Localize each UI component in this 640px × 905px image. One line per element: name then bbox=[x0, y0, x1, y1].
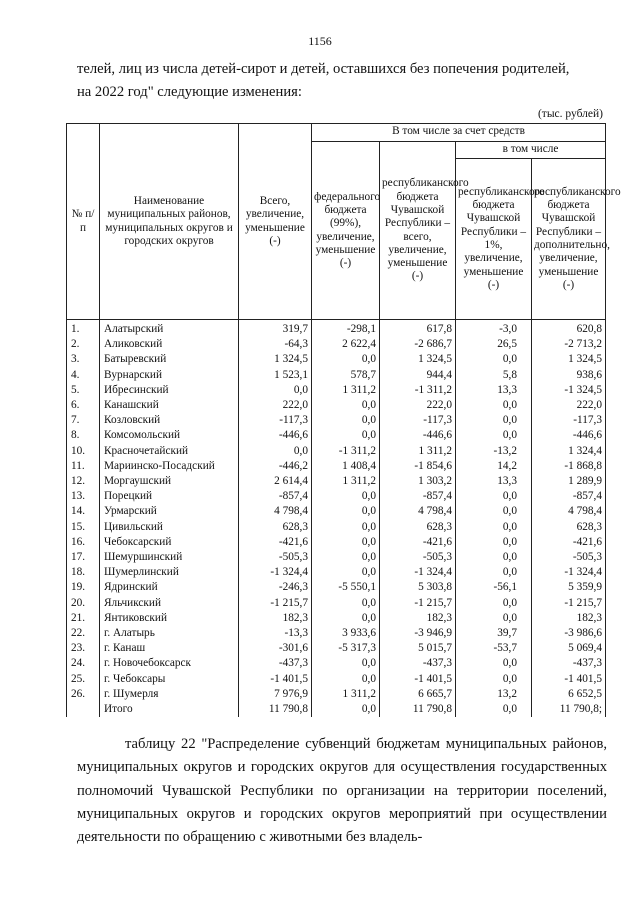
row-number: 23. bbox=[67, 641, 100, 656]
row-rep-add: 1 289,9 bbox=[532, 474, 606, 489]
row-rep-1pct: 0,0 bbox=[456, 535, 532, 550]
row-federal: 0,0 bbox=[312, 504, 380, 519]
table-row bbox=[67, 398, 606, 413]
row-rep-1pct: 13,3 bbox=[456, 383, 532, 398]
row-rep-1pct: -56,1 bbox=[456, 580, 532, 595]
row-republic: -1 215,7 bbox=[380, 596, 456, 611]
lead-text bbox=[77, 58, 607, 104]
row-total: 628,3 bbox=[239, 520, 312, 535]
row-rep-add: 5 359,9 bbox=[532, 580, 606, 595]
row-rep-add: -117,3 bbox=[532, 413, 606, 428]
row-number: 8. bbox=[67, 428, 100, 443]
row-federal: 2 622,4 bbox=[312, 337, 380, 352]
row-total: -1 401,5 bbox=[239, 672, 312, 687]
row-number: 6. bbox=[67, 398, 100, 413]
row-rep-1pct: 0,0 bbox=[456, 596, 532, 611]
row-total: -117,3 bbox=[239, 413, 312, 428]
row-rep-1pct: -3,0 bbox=[456, 320, 532, 338]
row-number: 18. bbox=[67, 565, 100, 580]
row-total: -1 215,7 bbox=[239, 596, 312, 611]
row-number: 20. bbox=[67, 596, 100, 611]
table-row bbox=[67, 565, 606, 580]
row-rep-add: 182,3 bbox=[532, 611, 606, 626]
row-republic: -1 854,6 bbox=[380, 459, 456, 474]
row-total: 1 523,1 bbox=[239, 368, 312, 383]
table-row bbox=[67, 687, 606, 702]
row-number: 14. bbox=[67, 504, 100, 519]
table-row bbox=[67, 611, 606, 626]
table-row bbox=[67, 459, 606, 474]
row-total: 7 976,9 bbox=[239, 687, 312, 702]
row-rep-add: -1 401,5 bbox=[532, 672, 606, 687]
row-rep-1pct: -53,7 bbox=[456, 641, 532, 656]
row-federal: 3 933,6 bbox=[312, 626, 380, 641]
row-rep-add: 5 069,4 bbox=[532, 641, 606, 656]
row-name: г. Канаш bbox=[100, 641, 239, 656]
row-republic: -857,4 bbox=[380, 489, 456, 504]
closing-paragraph bbox=[77, 733, 607, 849]
row-republic: 6 665,7 bbox=[380, 687, 456, 702]
row-name: Яльчикский bbox=[100, 596, 239, 611]
row-republic: 1 303,2 bbox=[380, 474, 456, 489]
row-rep-add: -1 324,5 bbox=[532, 383, 606, 398]
row-number: 19. bbox=[67, 580, 100, 595]
row-rep-1pct: 0,0 bbox=[456, 352, 532, 367]
row-name: Моргаушский bbox=[100, 474, 239, 489]
table-row bbox=[67, 352, 606, 367]
row-rep-add: -857,4 bbox=[532, 489, 606, 504]
row-rep-1pct: 0,0 bbox=[456, 398, 532, 413]
row-rep-1pct: 13,2 bbox=[456, 687, 532, 702]
row-federal: 578,7 bbox=[312, 368, 380, 383]
row-rep-add: -421,6 bbox=[532, 535, 606, 550]
row-rep-1pct: 14,2 bbox=[456, 459, 532, 474]
row-name: Аликовский bbox=[100, 337, 239, 352]
row-rep-1pct: 0,0 bbox=[456, 550, 532, 565]
row-number: 17. bbox=[67, 550, 100, 565]
row-republic: -117,3 bbox=[380, 413, 456, 428]
row-name: г. Чебоксары bbox=[100, 672, 239, 687]
page-number: 1156 bbox=[308, 34, 332, 48]
row-number: 22. bbox=[67, 626, 100, 641]
row-federal: 1 311,2 bbox=[312, 687, 380, 702]
header-federal: федерального бюджета (99%), увеличение, уменьшение (-) bbox=[312, 142, 380, 320]
row-number: 24. bbox=[67, 656, 100, 671]
row-number: 10. bbox=[67, 444, 100, 459]
row-rep-1pct: 26,5 bbox=[456, 337, 532, 352]
row-federal: 0,0 bbox=[312, 550, 380, 565]
header-including: В том числе за счет средств bbox=[312, 124, 606, 142]
row-republic: -1 311,2 bbox=[380, 383, 456, 398]
row-name: Вурнарский bbox=[100, 368, 239, 383]
table-row bbox=[67, 368, 606, 383]
row-rep-1pct: 0,0 bbox=[456, 428, 532, 443]
row-name: Шумерлинский bbox=[100, 565, 239, 580]
row-republic: 182,3 bbox=[380, 611, 456, 626]
row-name: Батыревский bbox=[100, 352, 239, 367]
row-rep-add: -505,3 bbox=[532, 550, 606, 565]
row-rep-add: -437,3 bbox=[532, 656, 606, 671]
row-federal: 0,0 bbox=[312, 672, 380, 687]
row-rep-1pct: 0,0 bbox=[456, 611, 532, 626]
row-name: Ядринский bbox=[100, 580, 239, 595]
row-rep-add: -446,6 bbox=[532, 428, 606, 443]
row-rep-1pct: 0,0 bbox=[456, 489, 532, 504]
row-federal: 0,0 bbox=[312, 489, 380, 504]
row-total: 0,0 bbox=[239, 444, 312, 459]
table-row bbox=[67, 413, 606, 428]
row-number: 11. bbox=[67, 459, 100, 474]
row-total: -246,3 bbox=[239, 580, 312, 595]
row-number: 26. bbox=[67, 687, 100, 702]
row-name: Ибресинский bbox=[100, 383, 239, 398]
row-federal: -1 311,2 bbox=[312, 444, 380, 459]
row-name: г. Алатырь bbox=[100, 626, 239, 641]
row-rep-1pct: 0,0 bbox=[456, 672, 532, 687]
row-name: Чебоксарский bbox=[100, 535, 239, 550]
row-republic: 4 798,4 bbox=[380, 504, 456, 519]
row-federal: 0,0 bbox=[312, 398, 380, 413]
row-total: -301,6 bbox=[239, 641, 312, 656]
header-num: № п/п bbox=[67, 124, 100, 320]
row-federal: -298,1 bbox=[312, 320, 380, 338]
row-name: Порецкий bbox=[100, 489, 239, 504]
row-number: 15. bbox=[67, 520, 100, 535]
row-rep-1pct: 0,0 bbox=[456, 413, 532, 428]
row-rep-1pct: -13,2 bbox=[456, 444, 532, 459]
row-name: Янтиковский bbox=[100, 611, 239, 626]
row-rep-add: 628,3 bbox=[532, 520, 606, 535]
table-row bbox=[67, 383, 606, 398]
row-total: 182,3 bbox=[239, 611, 312, 626]
subventions-table bbox=[66, 123, 621, 717]
table-row bbox=[67, 550, 606, 565]
row-federal: 1 311,2 bbox=[312, 383, 380, 398]
header-republic: республиканского бюджета Чувашской Республики – всего, увеличение, уменьшение (-) bbox=[380, 142, 456, 320]
header-rep-add: республиканского бюджета Чувашской Республики – дополнительно, увеличение, уменьшение (-) bbox=[532, 159, 606, 320]
row-federal: -5 317,3 bbox=[312, 641, 380, 656]
row-rep-1pct: 0,0 bbox=[456, 565, 532, 580]
row-total: -437,3 bbox=[239, 656, 312, 671]
table-row bbox=[67, 535, 606, 550]
table-row bbox=[67, 672, 606, 687]
row-rep-1pct: 39,7 bbox=[456, 626, 532, 641]
table-row bbox=[67, 489, 606, 504]
row-republic: 1 311,2 bbox=[380, 444, 456, 459]
row-name: Красночетайский bbox=[100, 444, 239, 459]
row-federal: 0,0 bbox=[312, 611, 380, 626]
row-name: Шемуршинский bbox=[100, 550, 239, 565]
row-name: Цивильский bbox=[100, 520, 239, 535]
row-number: 3. bbox=[67, 352, 100, 367]
row-number: 21. bbox=[67, 611, 100, 626]
row-total: -446,2 bbox=[239, 459, 312, 474]
table-row bbox=[67, 444, 606, 459]
row-rep-1pct: 13,3 bbox=[456, 474, 532, 489]
row-number: 2. bbox=[67, 337, 100, 352]
lead-line: телей, лиц из числа детей-сирот и детей, оставшихся без попечения родителей, bbox=[77, 61, 570, 77]
header-name: Наименование муниципальных районов, муниципальных округов и городских округов bbox=[100, 124, 239, 320]
row-rep-add: 11 790,8; bbox=[532, 702, 606, 717]
row-total: 222,0 bbox=[239, 398, 312, 413]
row-number: 1. bbox=[67, 320, 100, 338]
row-rep-add: 6 652,5 bbox=[532, 687, 606, 702]
row-name: Комсомольский bbox=[100, 428, 239, 443]
table-row bbox=[67, 474, 606, 489]
row-total: 0,0 bbox=[239, 383, 312, 398]
row-federal: -5 550,1 bbox=[312, 580, 380, 595]
row-rep-add: -1 324,4 bbox=[532, 565, 606, 580]
row-federal: 0,0 bbox=[312, 428, 380, 443]
closing-paragraph-text: таблицу 22 "Распределение субвенций бюджетам муниципальных районов, муниципальных округов и городских округов для осуществления государственных полномочий Чувашской Республики по организации на территории поселений, муниципальных округов и городских округов мероприятий при осуществлении деятельности по обращению с животными без владель- bbox=[77, 736, 607, 846]
row-rep-add: 938,6 bbox=[532, 368, 606, 383]
row-rep-add: -1 215,7 bbox=[532, 596, 606, 611]
row-republic: -505,3 bbox=[380, 550, 456, 565]
row-republic: 11 790,8 bbox=[380, 702, 456, 717]
table-row bbox=[67, 520, 606, 535]
row-rep-add: -3 986,6 bbox=[532, 626, 606, 641]
row-federal: 0,0 bbox=[312, 413, 380, 428]
row-federal: 0,0 bbox=[312, 535, 380, 550]
row-republic: 5 015,7 bbox=[380, 641, 456, 656]
row-name: Алатырский bbox=[100, 320, 239, 338]
row-rep-add: -1 868,8 bbox=[532, 459, 606, 474]
row-total: 11 790,8 bbox=[239, 702, 312, 717]
row-rep-1pct: 5,8 bbox=[456, 368, 532, 383]
table-row bbox=[67, 641, 606, 656]
header-rep-1pct: республиканского бюджета Чувашской Республики – 1%, увеличение, уменьшение (-) bbox=[456, 159, 532, 320]
table-row bbox=[67, 702, 606, 717]
row-total: 1 324,5 bbox=[239, 352, 312, 367]
row-number: 5. bbox=[67, 383, 100, 398]
row-total: -1 324,4 bbox=[239, 565, 312, 580]
row-name: Итого bbox=[100, 702, 239, 717]
row-rep-add: 1 324,4 bbox=[532, 444, 606, 459]
row-number: 4. bbox=[67, 368, 100, 383]
table-row bbox=[67, 596, 606, 611]
row-rep-1pct: 0,0 bbox=[456, 520, 532, 535]
table-body bbox=[67, 320, 606, 718]
row-rep-add: -2 713,2 bbox=[532, 337, 606, 352]
row-rep-add: 620,8 bbox=[532, 320, 606, 338]
row-number: 25. bbox=[67, 672, 100, 687]
row-rep-1pct: 0,0 bbox=[456, 656, 532, 671]
row-republic: -446,6 bbox=[380, 428, 456, 443]
row-number: 12. bbox=[67, 474, 100, 489]
row-federal: 1 311,2 bbox=[312, 474, 380, 489]
row-total: -857,4 bbox=[239, 489, 312, 504]
row-total: -421,6 bbox=[239, 535, 312, 550]
row-republic: 628,3 bbox=[380, 520, 456, 535]
row-republic: -2 686,7 bbox=[380, 337, 456, 352]
row-republic: 5 303,8 bbox=[380, 580, 456, 595]
row-rep-1pct: 0,0 bbox=[456, 504, 532, 519]
row-federal: 0,0 bbox=[312, 702, 380, 717]
row-total: 4 798,4 bbox=[239, 504, 312, 519]
row-total: 2 614,4 bbox=[239, 474, 312, 489]
row-total: -13,3 bbox=[239, 626, 312, 641]
row-name: Канашский bbox=[100, 398, 239, 413]
row-republic: -1 401,5 bbox=[380, 672, 456, 687]
row-number bbox=[67, 702, 100, 717]
header-of-which: в том числе bbox=[456, 142, 606, 159]
lead-line: на 2022 год" следующие изменения: bbox=[77, 84, 302, 100]
row-name: г. Шумерля bbox=[100, 687, 239, 702]
table-row bbox=[67, 580, 606, 595]
row-republic: -1 324,4 bbox=[380, 565, 456, 580]
row-republic: 944,4 bbox=[380, 368, 456, 383]
row-federal: 0,0 bbox=[312, 596, 380, 611]
row-number: 7. bbox=[67, 413, 100, 428]
row-total: -446,6 bbox=[239, 428, 312, 443]
table-row bbox=[67, 337, 606, 352]
header-total: Всего, увеличение, уменьшение (-) bbox=[239, 124, 312, 320]
row-republic: -421,6 bbox=[380, 535, 456, 550]
row-rep-1pct: 0,0 bbox=[456, 702, 532, 717]
row-rep-add: 1 324,5 bbox=[532, 352, 606, 367]
row-republic: -3 946,9 bbox=[380, 626, 456, 641]
table-row bbox=[67, 626, 606, 641]
table-row bbox=[67, 504, 606, 519]
row-federal: 1 408,4 bbox=[312, 459, 380, 474]
table-row bbox=[67, 320, 606, 338]
row-rep-add: 4 798,4 bbox=[532, 504, 606, 519]
row-republic: 617,8 bbox=[380, 320, 456, 338]
row-name: Козловский bbox=[100, 413, 239, 428]
row-name: Мариинско-Посадский bbox=[100, 459, 239, 474]
table-row bbox=[67, 428, 606, 443]
row-republic: -437,3 bbox=[380, 656, 456, 671]
row-republic: 1 324,5 bbox=[380, 352, 456, 367]
row-total: -505,3 bbox=[239, 550, 312, 565]
row-total: -64,3 bbox=[239, 337, 312, 352]
row-number: 13. bbox=[67, 489, 100, 504]
row-total: 319,7 bbox=[239, 320, 312, 338]
table-row bbox=[67, 656, 606, 671]
row-name: Урмарский bbox=[100, 504, 239, 519]
row-federal: 0,0 bbox=[312, 352, 380, 367]
row-federal: 0,0 bbox=[312, 565, 380, 580]
row-number: 16. bbox=[67, 535, 100, 550]
row-republic: 222,0 bbox=[380, 398, 456, 413]
row-rep-add: 222,0 bbox=[532, 398, 606, 413]
row-federal: 0,0 bbox=[312, 520, 380, 535]
row-name: г. Новочебоксарск bbox=[100, 656, 239, 671]
units-label: (тыс. рублей) bbox=[537, 108, 603, 120]
row-federal: 0,0 bbox=[312, 656, 380, 671]
